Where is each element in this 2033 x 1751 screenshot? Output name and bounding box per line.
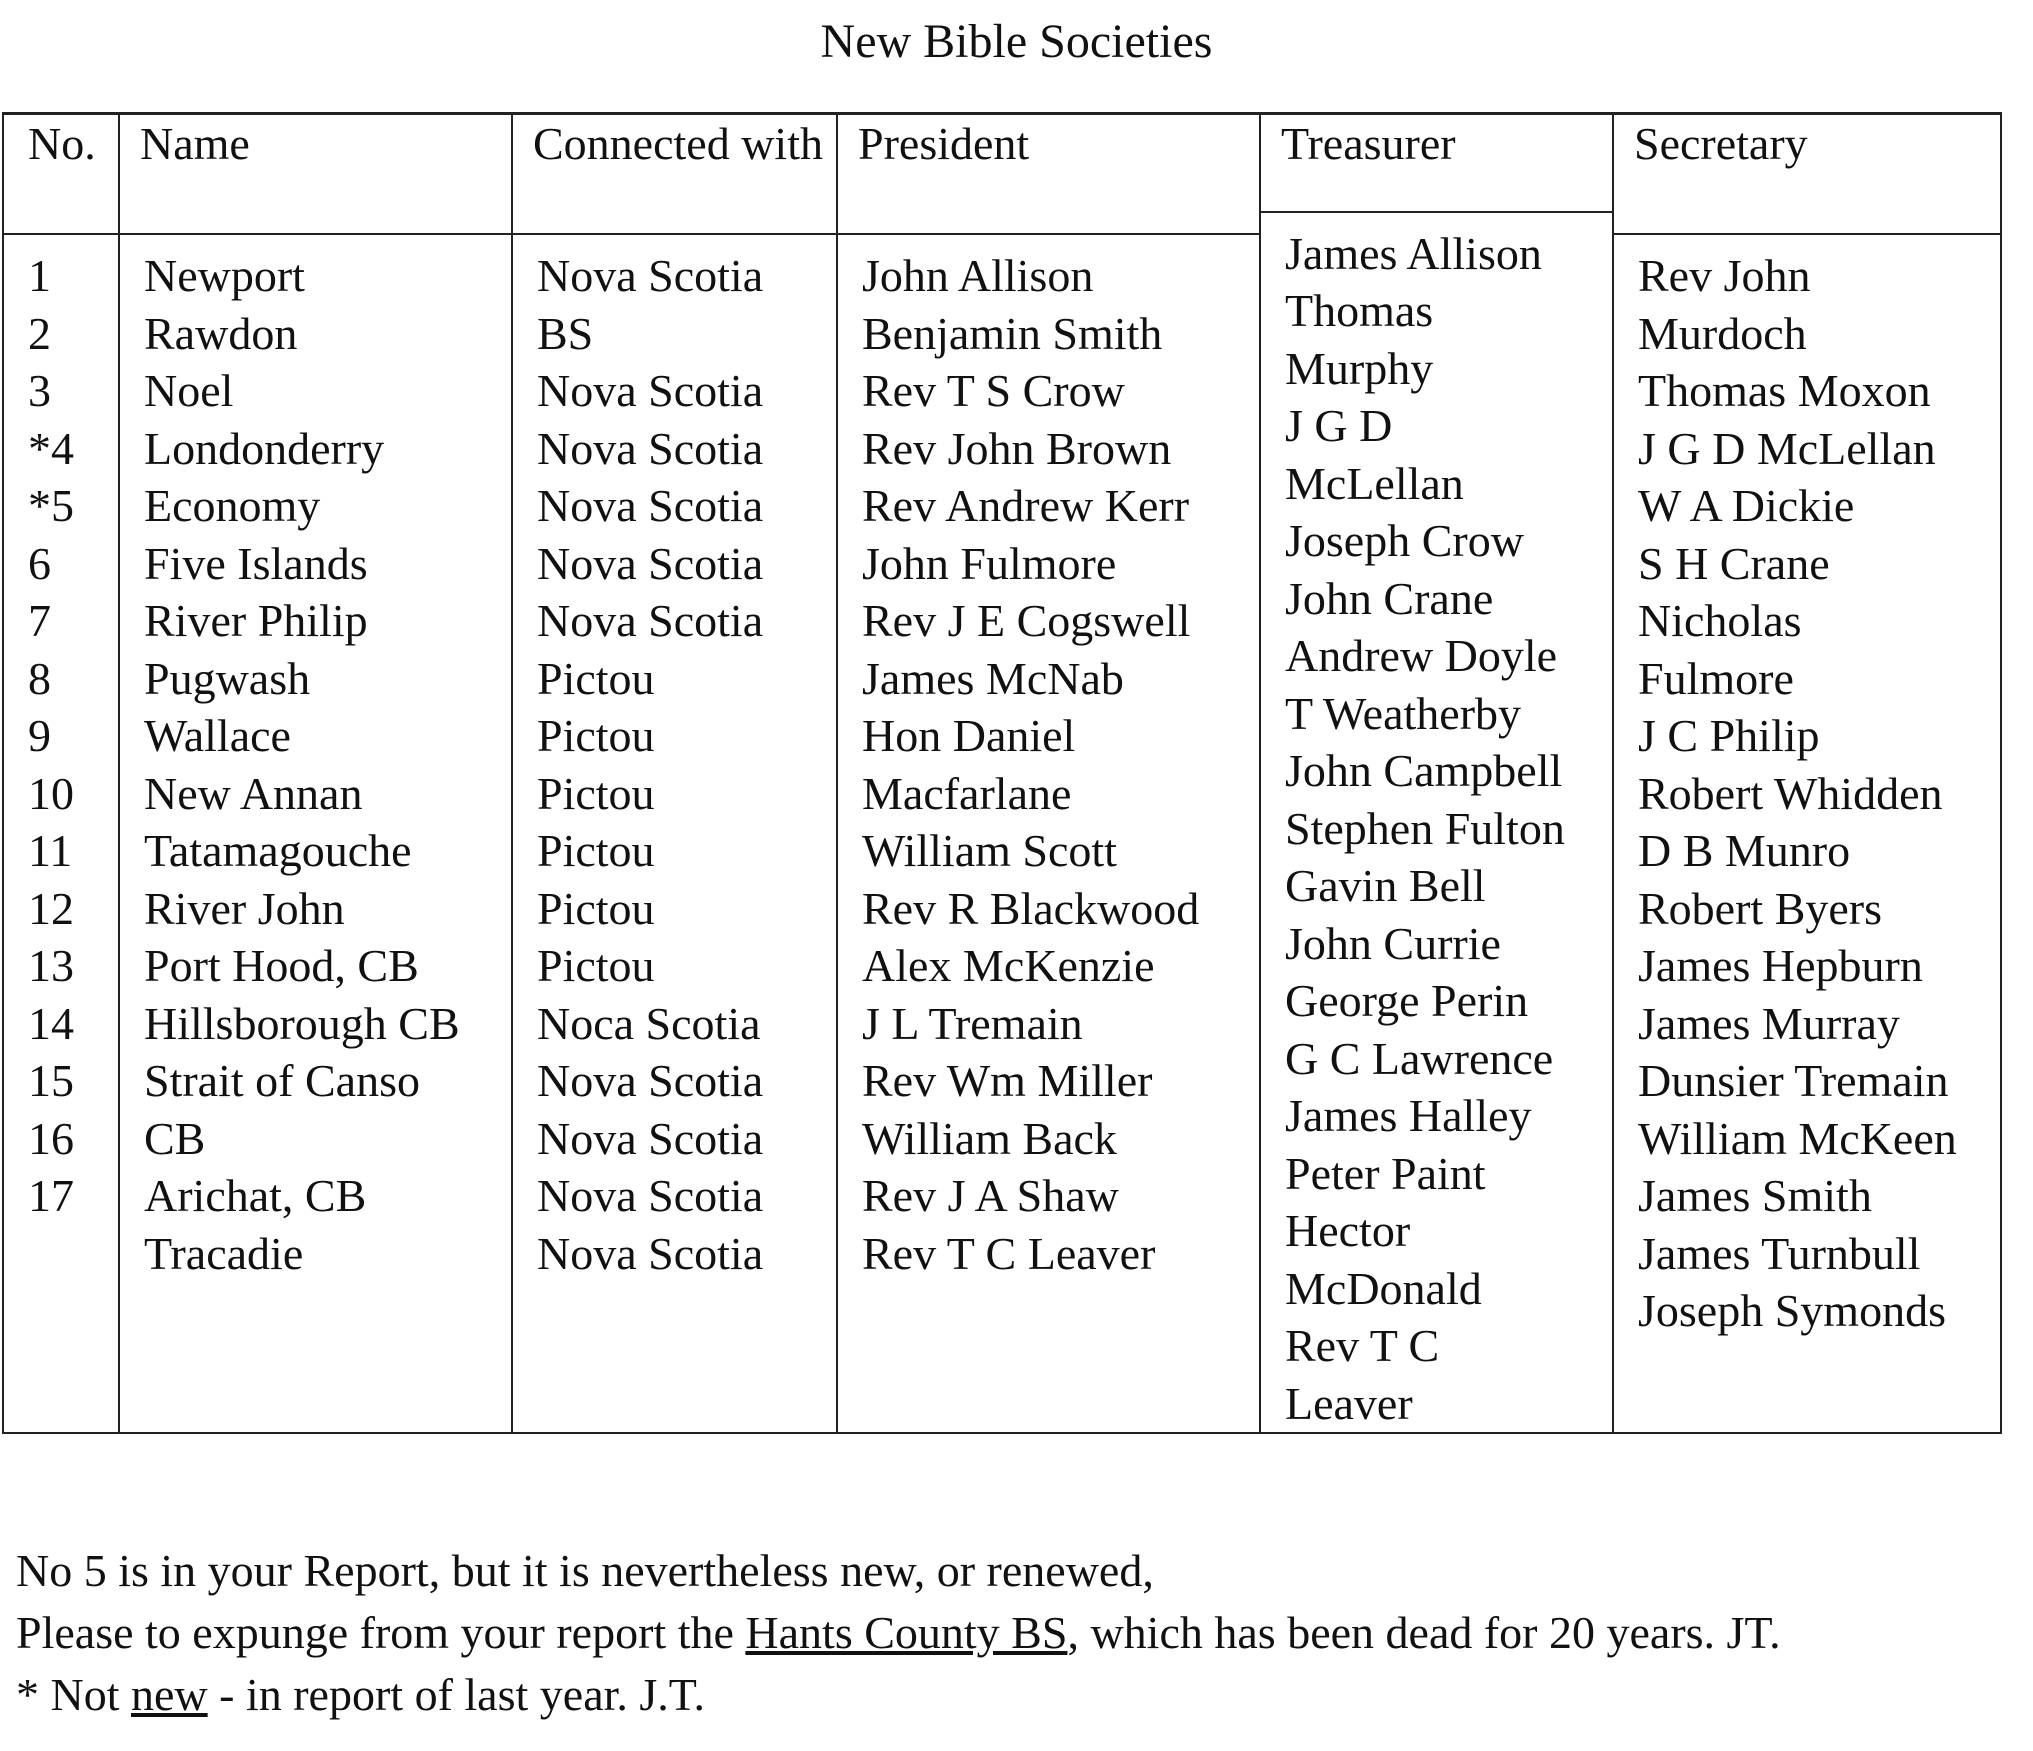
president-cell: James McNab	[862, 652, 1124, 704]
president-cell: John Fulmore	[862, 537, 1117, 589]
president-cell: Rev T C Leaver	[862, 1227, 1156, 1279]
no-cell: 2	[28, 307, 51, 359]
secretary-cell: Fulmore	[1638, 652, 1794, 704]
no-cell: 8	[28, 652, 51, 704]
column-treasurer	[1261, 115, 1614, 1432]
president-cell: William Scott	[862, 825, 1117, 876]
note-line-3-post: - in report of last year. J.T.	[207, 1669, 705, 1720]
new-underlined: new	[131, 1669, 208, 1720]
column-name	[120, 115, 513, 1432]
connected-cell: Pictou	[537, 767, 655, 819]
name-cell: Londonderry	[144, 422, 385, 474]
president-cell: Rev R Blackwood	[862, 882, 1200, 934]
name-cell: New Annan	[144, 767, 363, 819]
secretary-cell: Robert Whidden	[1638, 767, 1943, 819]
name-cell: CB	[144, 1112, 206, 1164]
secretary-cell: W A Dickie	[1638, 480, 1855, 531]
note-line-2	[16, 1602, 1781, 1664]
column-connected	[513, 115, 838, 1432]
no-cell: *5	[28, 480, 74, 531]
note-line-3	[16, 1664, 1781, 1726]
column-no	[4, 115, 120, 1432]
name-cell: Tracadie	[144, 1227, 304, 1279]
header-secretary: Secretary	[1614, 115, 2000, 235]
connected-cell: Nova Scotia	[537, 365, 764, 416]
treasurer-cell: Rev T C	[1285, 1320, 1440, 1371]
president-cell: Rev Wm Miller	[862, 1055, 1153, 1106]
no-cell: 15	[28, 1055, 74, 1106]
header-president: President	[838, 115, 1259, 235]
connected-cell: Pictou	[537, 825, 655, 876]
name-cell: Noel	[144, 365, 234, 416]
no-cell: 7	[28, 595, 51, 646]
president-cell: Macfarlane	[862, 767, 1072, 819]
president-cell: Rev T S Crow	[862, 365, 1125, 416]
treasurer-cell: John Currie	[1285, 917, 1501, 969]
treasurer-cell: Gavin Bell	[1285, 860, 1486, 911]
treasurer-cell: McLellan	[1285, 457, 1464, 509]
connected-cell: Pictou	[537, 710, 655, 761]
no-cell: 13	[28, 940, 74, 991]
name-cell: Economy	[144, 480, 321, 531]
connected-cell: Nova Scotia	[537, 595, 764, 646]
secretary-cell: James Turnbull	[1638, 1227, 1921, 1279]
president-cell: William Back	[862, 1112, 1117, 1164]
secretary-cell: James Murray	[1638, 997, 1900, 1049]
note-line-1: No 5 is in your Report, but it is nevertheless new, or renewed,	[16, 1545, 1154, 1596]
notes	[16, 1540, 1781, 1726]
connected-cell: Nova Scotia	[537, 422, 764, 474]
president-cell: John Allison	[862, 250, 1094, 301]
no-cell: 11	[28, 825, 73, 876]
connected-cell: Nova Scotia	[537, 480, 764, 531]
header-name: Name	[120, 115, 511, 235]
note-line-2-pre: Please to expunge from your report the	[16, 1607, 746, 1658]
president-cell: Rev J A Shaw	[862, 1170, 1119, 1221]
name-cell: Strait of Canso	[144, 1055, 420, 1106]
treasurer-cell: George Perin	[1285, 975, 1529, 1026]
treasurer-cell: Thomas	[1285, 285, 1434, 336]
name-cell: Port Hood, CB	[144, 940, 419, 991]
treasurer-cell: John Crane	[1285, 572, 1494, 624]
secretary-cell: James Hepburn	[1638, 940, 1923, 991]
no-cell: 10	[28, 767, 74, 819]
president-cell: Rev Andrew Kerr	[862, 480, 1190, 531]
president-cell: Rev J E Cogswell	[862, 595, 1191, 646]
no-cell: 14	[28, 997, 74, 1049]
president-cell: Alex McKenzie	[862, 940, 1155, 991]
president-cell: Hon Daniel	[862, 710, 1076, 761]
no-cell: 3	[28, 365, 51, 416]
president-cell: Benjamin Smith	[862, 307, 1163, 359]
secretary-cell: J G D McLellan	[1638, 422, 1936, 474]
connected-cell: Pictou	[537, 652, 655, 704]
secretary-cell: James Smith	[1638, 1170, 1872, 1221]
no-cell: *4	[28, 422, 74, 474]
secretary-cell: Rev John	[1638, 250, 1811, 301]
treasurer-cell: J G D	[1285, 400, 1393, 451]
treasurer-cell: Hector	[1285, 1205, 1411, 1256]
treasurer-cell: Stephen Fulton	[1285, 802, 1565, 854]
secretary-cell: D B Munro	[1638, 825, 1851, 876]
societies-table	[2, 112, 2002, 1434]
secretary-cell: Robert Byers	[1638, 882, 1883, 934]
secretary-cell: Thomas Moxon	[1638, 365, 1931, 416]
connected-cell: Nova Scotia	[537, 1170, 764, 1221]
note-line-2-post: , which has been dead for 20 years. JT.	[1067, 1607, 1781, 1658]
secretary-cell: Nicholas	[1638, 595, 1802, 646]
treasurer-cell: Murphy	[1285, 342, 1434, 394]
treasurer-cell: G C Lawrence	[1285, 1032, 1554, 1084]
president-cell: Rev John Brown	[862, 422, 1172, 474]
no-cell: 9	[28, 710, 51, 761]
treasurer-cell: Andrew Doyle	[1285, 630, 1558, 681]
name-cell: Tatamagouche	[144, 825, 412, 876]
name-cell: Five Islands	[144, 537, 368, 589]
no-cell: 16	[28, 1112, 74, 1164]
secretary-cell: Murdoch	[1638, 307, 1807, 359]
secretary-cell: Dunsier Tremain	[1638, 1055, 1949, 1106]
president-cell: J L Tremain	[862, 997, 1083, 1049]
name-cell: Arichat, CB	[144, 1170, 367, 1221]
secretary-cell: William McKeen	[1638, 1112, 1957, 1164]
connected-cell: Pictou	[537, 882, 655, 934]
name-cell: River Philip	[144, 595, 368, 646]
column-secretary	[1614, 115, 2000, 1432]
name-cell: Wallace	[144, 710, 291, 761]
column-president	[838, 115, 1261, 1432]
note-line-3-pre: * Not	[16, 1669, 131, 1720]
header-no: No.	[4, 115, 118, 235]
secretary-cell: Joseph Symonds	[1638, 1285, 1946, 1336]
connected-cell: Nova Scotia	[537, 537, 764, 589]
no-cell: 17	[28, 1170, 74, 1221]
name-cell: Rawdon	[144, 307, 298, 359]
connected-cell: BS	[537, 307, 594, 359]
name-cell: Newport	[144, 250, 305, 301]
name-cell: Hillsborough CB	[144, 997, 460, 1049]
header-connected: Connected with	[513, 115, 836, 235]
secretary-cell: S H Crane	[1638, 537, 1830, 589]
treasurer-cell: Peter Paint	[1285, 1147, 1486, 1199]
connected-cell: Nova Scotia	[537, 1055, 764, 1106]
connected-cell: Pictou	[537, 940, 655, 991]
connected-cell: Nova Scotia	[537, 1227, 764, 1279]
treasurer-cell: Joseph Crow	[1285, 515, 1524, 566]
no-cell: 1	[28, 250, 51, 301]
treasurer-cell: James Allison	[1285, 227, 1542, 279]
hants-county-bs-underlined: Hants County BS	[745, 1607, 1068, 1658]
header-treasurer: Treasurer	[1261, 115, 1612, 213]
no-cell: 12	[28, 882, 74, 934]
treasurer-cell: John Campbell	[1285, 745, 1563, 796]
page-title: New Bible Societies	[820, 15, 1213, 68]
treasurer-cell: T Weatherby	[1285, 687, 1522, 739]
connected-cell: Nova Scotia	[537, 250, 764, 301]
treasurer-cell: James Halley	[1285, 1090, 1532, 1141]
connected-cell: Nova Scotia	[537, 1112, 764, 1164]
connected-cell: Noca Scotia	[537, 997, 761, 1049]
treasurer-cell: Leaver	[1285, 1377, 1413, 1429]
secretary-cell: J C Philip	[1638, 710, 1820, 761]
treasurer-cell: McDonald	[1285, 1262, 1482, 1314]
name-cell: Pugwash	[144, 652, 311, 704]
name-cell: River John	[144, 882, 345, 934]
no-cell: 6	[28, 537, 51, 589]
